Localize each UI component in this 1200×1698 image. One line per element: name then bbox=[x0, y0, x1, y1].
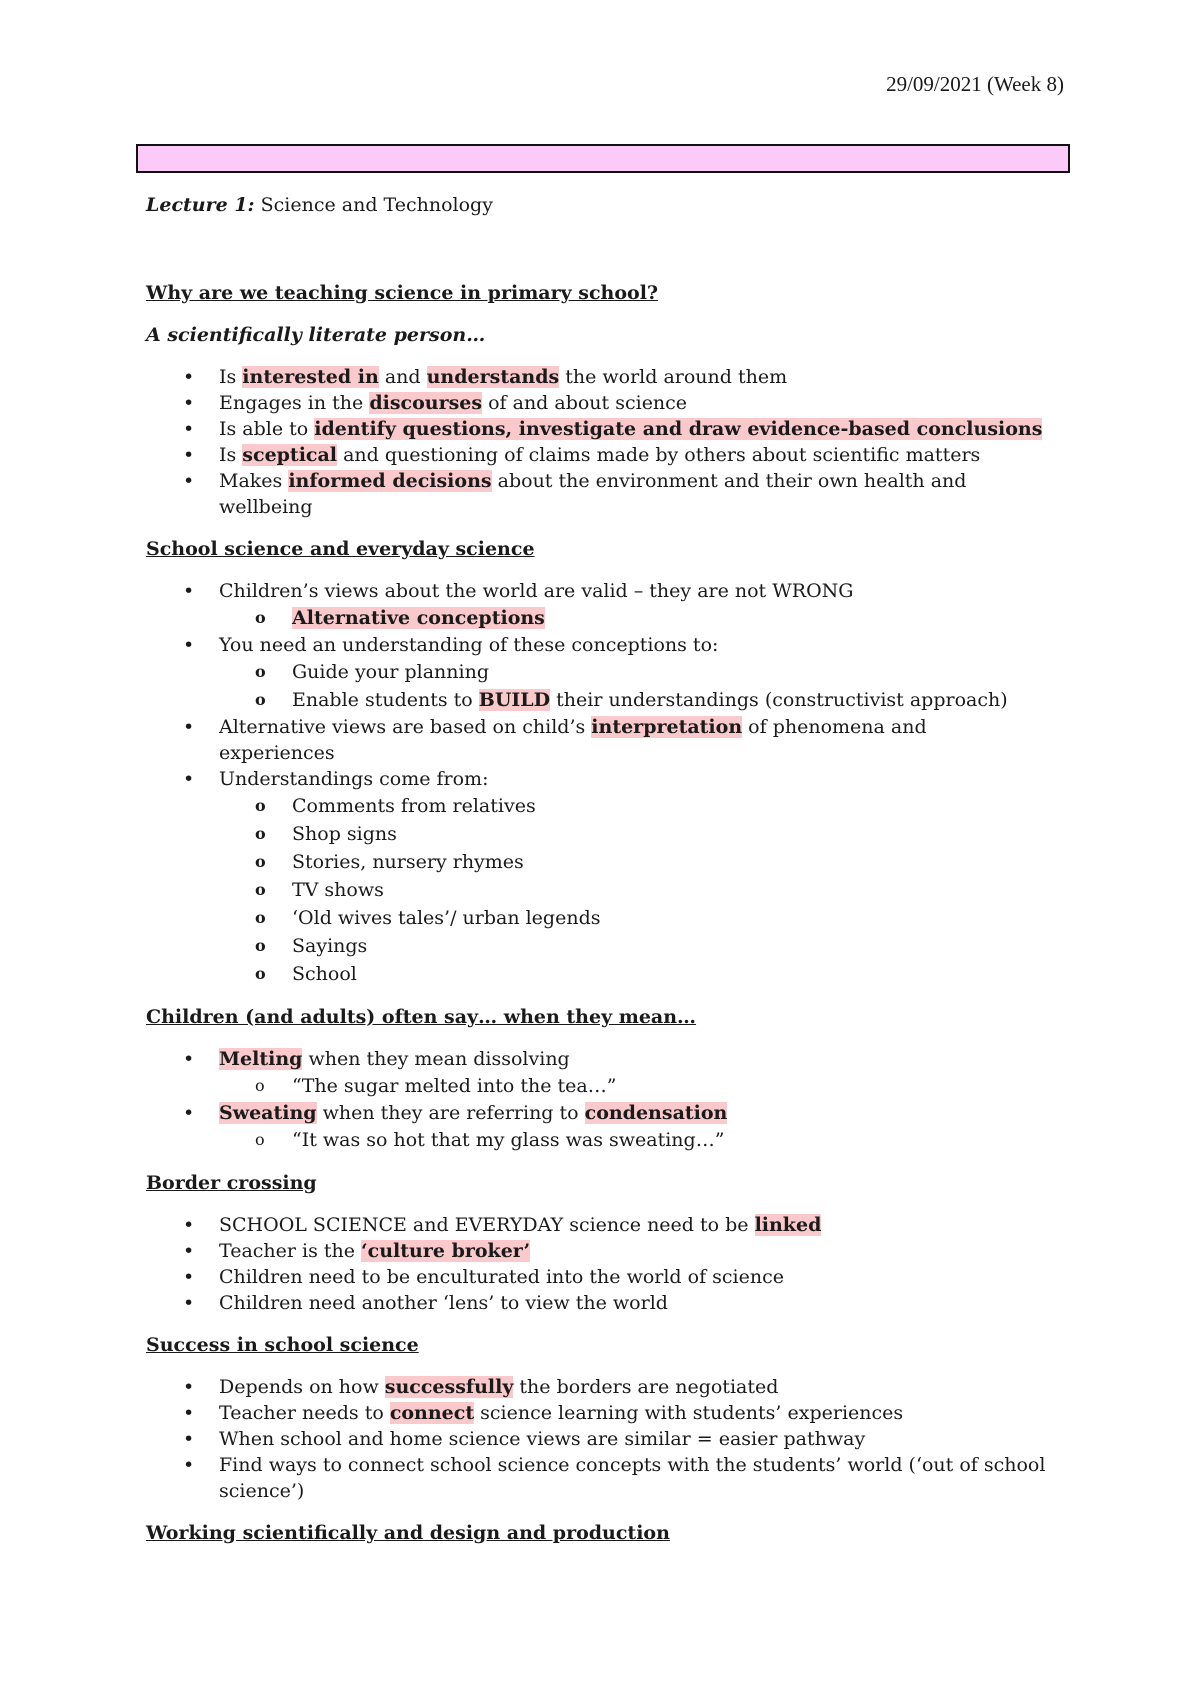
sub-list-item: o Alternative conceptions bbox=[219, 604, 1046, 632]
section-heading-working: Working scientifically and design and production bbox=[146, 1522, 670, 1544]
list-item: • Alternative views are based on child’s interpretation of phenomena and experiences bbox=[146, 714, 1046, 766]
bullet-list-school bbox=[146, 578, 1046, 988]
sub-list-item: o TV shows bbox=[219, 876, 1046, 904]
list-item: • Children’s views about the world are valid – they are not WRONG o Alternative conceptions bbox=[146, 578, 1046, 632]
bullet-list-children bbox=[146, 1046, 1046, 1154]
list-item: • Children need another ‘lens’ to view the world bbox=[146, 1290, 1046, 1316]
sub-list-item: o Shop signs bbox=[219, 820, 1046, 848]
list-item: • Makes informed decisions about the environment and their own health and wellbeing bbox=[146, 468, 1046, 520]
sub-list-item: o School bbox=[219, 960, 1046, 988]
section-heading-success: Success in school science bbox=[146, 1334, 419, 1356]
list-item: • Depends on how successfully the borders are negotiated bbox=[146, 1374, 1046, 1400]
section-subheading: A scientifically literate person… bbox=[146, 324, 486, 346]
list-item: • Teacher needs to connect science learning with students’ experiences bbox=[146, 1400, 1046, 1426]
sub-list-item: o Enable students to BUILD their understandings (constructivist approach) bbox=[219, 686, 1046, 714]
lecture-title bbox=[146, 192, 1046, 218]
list-item: • Is interested in and understands the world around them bbox=[146, 364, 1046, 390]
lecture-name: Science and Technology bbox=[260, 194, 493, 216]
list-item: • SCHOOL SCIENCE and EVERYDAY science need to be linked bbox=[146, 1212, 1046, 1238]
section-heading-children: Children (and adults) often say… when they mean… bbox=[146, 1006, 697, 1028]
list-item: • Find ways to connect school science concepts with the students’ world (‘out of school science’) bbox=[146, 1452, 1046, 1504]
list-item: • Children need to be enculturated into the world of science bbox=[146, 1264, 1046, 1290]
sub-list-item: o ‘Old wives tales’/ urban legends bbox=[219, 904, 1046, 932]
sub-list-item: o Sayings bbox=[219, 932, 1046, 960]
document-date: 29/09/2021 (Week 8) bbox=[886, 72, 1064, 96]
sub-list-item: o “The sugar melted into the tea…” bbox=[219, 1072, 1046, 1100]
document-body bbox=[146, 192, 1046, 1546]
sub-list-item: o Guide your planning bbox=[219, 658, 1046, 686]
section-heading-school: School science and everyday science bbox=[146, 538, 535, 560]
section-heading-why: Why are we teaching science in primary school? bbox=[146, 282, 659, 304]
list-item: • Sweating when they are referring to condensation o “It was so hot that my glass was sweating…” bbox=[146, 1100, 1046, 1154]
sub-list-item: o Comments from relatives bbox=[219, 792, 1046, 820]
bullet-list-border bbox=[146, 1212, 1046, 1316]
list-item: • Is able to identify questions, investigate and draw evidence-based conclusions bbox=[146, 416, 1046, 442]
bullet-list-why bbox=[146, 364, 1046, 520]
list-item: • You need an understanding of these conceptions to: o Guide your planning o Enable students to BUILD their understandings (constructivist approach) bbox=[146, 632, 1046, 714]
title-banner bbox=[136, 144, 1070, 173]
list-item: • Melting when they mean dissolving o “The sugar melted into the tea…” bbox=[146, 1046, 1046, 1100]
list-item: • Teacher is the ‘culture broker’ bbox=[146, 1238, 1046, 1264]
sub-list-item: o “It was so hot that my glass was sweating…” bbox=[219, 1126, 1046, 1154]
list-item: • Engages in the discourses of and about science bbox=[146, 390, 1046, 416]
list-item: • When school and home science views are similar = easier pathway bbox=[146, 1426, 1046, 1452]
sub-list-item: o Stories, nursery rhymes bbox=[219, 848, 1046, 876]
lecture-label: Lecture 1: bbox=[146, 194, 255, 216]
list-item: • Is sceptical and questioning of claims made by others about scientific matters bbox=[146, 442, 1046, 468]
list-item: • Understandings come from: o Comments from relatives o Shop signs o Stories, nursery rhymes o TV shows o ‘Old wives tales’/ urban legends o Sayings o School bbox=[146, 766, 1046, 988]
bullet-list-success bbox=[146, 1374, 1046, 1504]
section-heading-border: Border crossing bbox=[146, 1172, 317, 1194]
